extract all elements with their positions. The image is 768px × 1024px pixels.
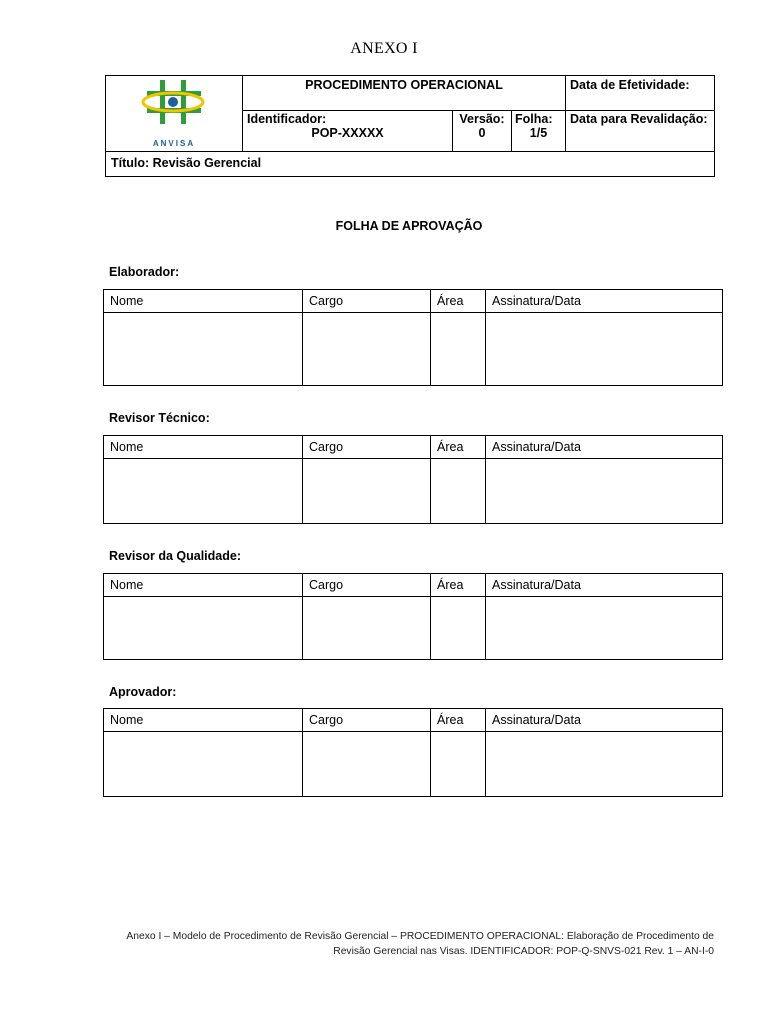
section-label-aprovador: Aprovador: <box>109 685 177 699</box>
area-field[interactable] <box>431 732 486 797</box>
signature-table-elaborador <box>103 289 723 386</box>
area-field[interactable] <box>431 459 486 524</box>
revalidation-label: Data para Revalidação: <box>566 111 715 151</box>
column-header-cargo: Cargo <box>303 574 431 597</box>
column-header-assinatura: Assinatura/Data <box>486 290 723 313</box>
area-field[interactable] <box>431 313 486 386</box>
assinatura-field[interactable] <box>486 597 723 660</box>
effective-date-label: Data de Efetividade: <box>566 76 715 111</box>
column-header-nome: Nome <box>104 574 303 597</box>
sheet-cell <box>512 111 566 151</box>
nome-field[interactable] <box>104 597 303 660</box>
column-header-nome: Nome <box>104 709 303 732</box>
signature-table-revisor-qualidade <box>103 573 723 660</box>
assinatura-field[interactable] <box>486 459 723 524</box>
sheet-label: Folha: <box>515 112 553 127</box>
identifier-cell <box>243 111 453 151</box>
identifier-label: Identificador: <box>247 112 327 127</box>
doc-type-cell: PROCEDIMENTO OPERACIONAL <box>243 76 566 111</box>
footer-line-2: Revisão Gerencial nas Visas. IDENTIFICADOR: POP-Q-SNVS-021 Rev. 1 – AN-I-0 <box>333 946 714 957</box>
column-header-assinatura: Assinatura/Data <box>486 574 723 597</box>
signature-table-revisor-tecnico <box>103 435 723 524</box>
version-value: 0 <box>478 126 486 141</box>
cargo-field[interactable] <box>303 313 431 386</box>
column-header-nome: Nome <box>104 436 303 459</box>
cargo-field[interactable] <box>303 597 431 660</box>
signature-table-aprovador <box>103 708 723 797</box>
column-header-area: Área <box>431 436 486 459</box>
anvisa-logo-icon <box>141 78 207 136</box>
section-label-revisor-tecnico: Revisor Técnico: <box>109 411 210 425</box>
section-label-elaborador: Elaborador: <box>109 265 180 279</box>
identifier-value: POP-XXXXX <box>311 126 384 141</box>
section-label-revisor-qualidade: Revisor da Qualidade: <box>109 549 241 563</box>
logo-text: ANVISA <box>152 139 196 149</box>
nome-field[interactable] <box>104 732 303 797</box>
approval-title: FOLHA DE APROVAÇÃO <box>335 219 483 233</box>
footer <box>94 929 714 959</box>
anvisa-logo <box>106 76 243 152</box>
annex-title: ANEXO I <box>350 40 418 57</box>
sheet-value: 1/5 <box>529 126 548 141</box>
column-header-cargo: Cargo <box>303 709 431 732</box>
column-header-assinatura: Assinatura/Data <box>486 436 723 459</box>
cargo-field[interactable] <box>303 459 431 524</box>
assinatura-field[interactable] <box>486 732 723 797</box>
footer-line-1: Anexo I – Modelo de Procedimento de Revisão Gerencial – PROCEDIMENTO OPERACIONAL: Elaboração de Procedimento de <box>126 931 714 942</box>
column-header-cargo: Cargo <box>303 436 431 459</box>
column-header-cargo: Cargo <box>303 290 431 313</box>
nome-field[interactable] <box>104 313 303 386</box>
column-header-nome: Nome <box>104 290 303 313</box>
column-header-assinatura: Assinatura/Data <box>486 709 723 732</box>
column-header-area: Área <box>431 290 486 313</box>
area-field[interactable] <box>431 597 486 660</box>
assinatura-field[interactable] <box>486 313 723 386</box>
nome-field[interactable] <box>104 459 303 524</box>
header-table <box>105 75 715 177</box>
title-line: Título: Revisão Gerencial <box>106 151 715 176</box>
column-header-area: Área <box>431 574 486 597</box>
column-header-area: Área <box>431 709 486 732</box>
version-cell <box>453 111 512 151</box>
cargo-field[interactable] <box>303 732 431 797</box>
version-label: Versão: <box>459 112 505 127</box>
